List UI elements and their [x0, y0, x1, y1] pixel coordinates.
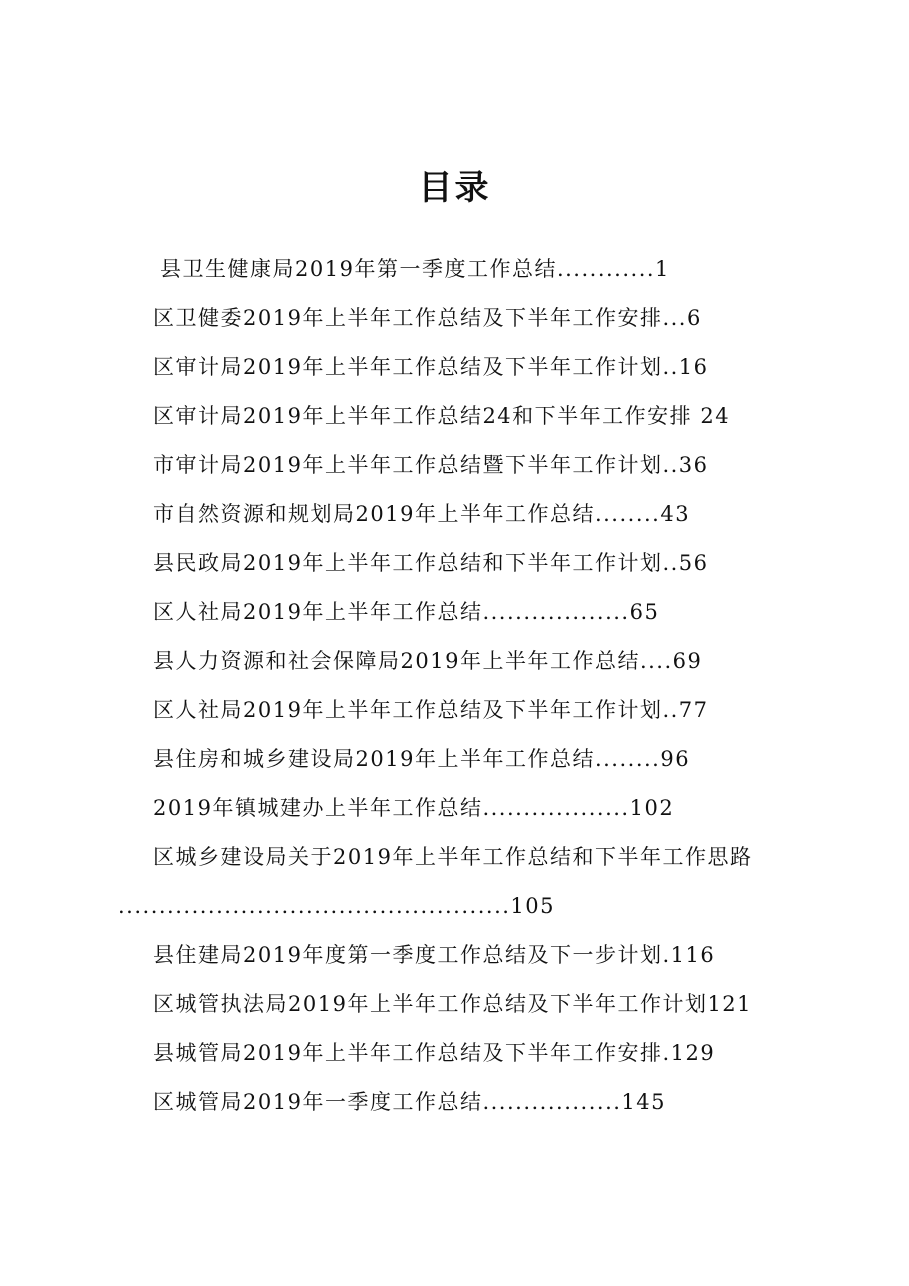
- toc-entry[interactable]: 区审计局2019年上半年工作总结24和下半年工作安排 24: [153, 404, 731, 428]
- toc-entry[interactable]: 区人社局2019年上半年工作总结..................65: [153, 600, 660, 624]
- toc-entry[interactable]: 市审计局2019年上半年工作总结暨下半年工作计划..36: [153, 453, 709, 477]
- page-title: 目录: [418, 168, 491, 208]
- toc-entry[interactable]: 区卫健委2019年上半年工作总结及下半年工作安排...6: [153, 306, 702, 330]
- toc-entry[interactable]: 县人力资源和社会保障局2019年上半年工作总结....69: [153, 649, 703, 673]
- toc-entry[interactable]: 区城管局2019年一季度工作总结.................145: [153, 1090, 667, 1114]
- toc-entry[interactable]: 县住房和城乡建设局2019年上半年工作总结........96: [153, 747, 691, 771]
- toc-entry[interactable]: 县民政局2019年上半年工作总结和下半年工作计划..56: [153, 551, 709, 575]
- toc-entry[interactable]: 县城管局2019年上半年工作总结及下半年工作安排.129: [153, 1041, 716, 1065]
- toc-entry[interactable]: 2019年镇城建办上半年工作总结..................102: [153, 796, 675, 820]
- toc-entry[interactable]: 市自然资源和规划局2019年上半年工作总结........43: [153, 502, 691, 526]
- toc-entry[interactable]: 县卫生健康局2019年第一季度工作总结............1: [160, 257, 670, 281]
- toc-entry[interactable]: 县住建局2019年度第一季度工作总结及下一步计划.116: [153, 943, 716, 967]
- toc-entry[interactable]: 区城乡建设局关于2019年上半年工作总结和下半年工作思路: [153, 845, 753, 869]
- toc-entry[interactable]: 区审计局2019年上半年工作总结及下半年工作计划..16: [153, 355, 709, 379]
- toc-entry-continuation[interactable]: ................................................105: [118, 894, 555, 918]
- toc-entry[interactable]: 区人社局2019年上半年工作总结及下半年工作计划..77: [153, 698, 709, 722]
- toc-entry[interactable]: 区城管执法局2019年上半年工作总结及下半年工作计划121: [153, 992, 753, 1016]
